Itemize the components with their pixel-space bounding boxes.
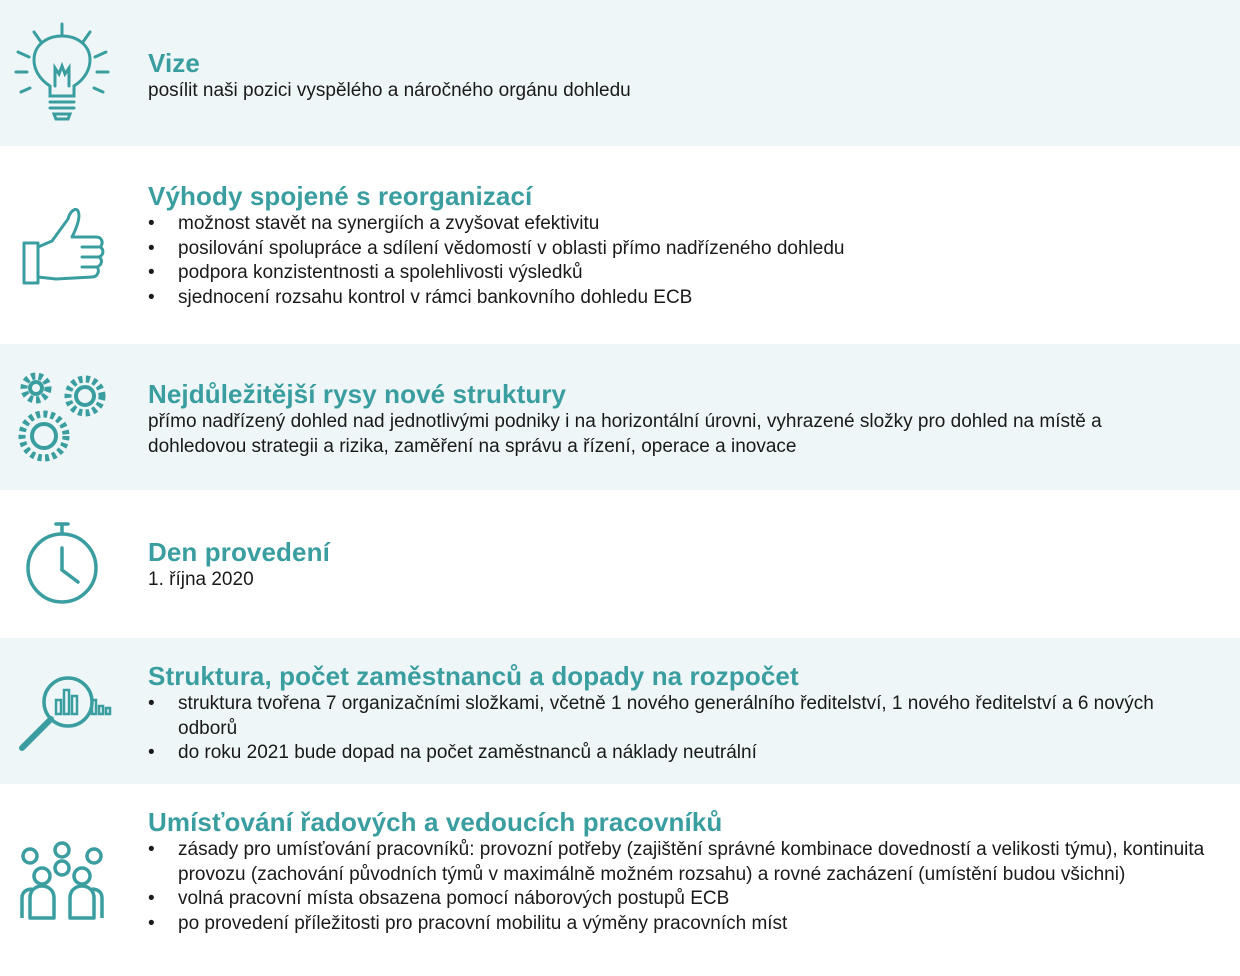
bullet-list (148, 692, 1158, 766)
list-item: • volná pracovní místa obsazena pomocí náborových postupů ECB (148, 887, 1220, 912)
thumbs-up-icon (12, 201, 112, 301)
list-item: • možnost stavět na synergiích a zvyšovat efektivitu (148, 212, 1220, 237)
list-item: • posilování spolupráce a sdílení vědomostí v oblasti přímo nadřízeného dohledu (148, 237, 1220, 262)
section-title: Vize (148, 48, 200, 78)
bullet-list (148, 212, 1220, 310)
section-benefits (0, 146, 1240, 344)
section-structure (0, 638, 1240, 784)
lightbulb-icon (12, 22, 112, 122)
section-vision (0, 0, 1240, 146)
section-effective-date (0, 490, 1240, 638)
section-text: posílit naši pozici vyspělého a náročného orgánu dohledu (148, 80, 631, 101)
stopwatch-icon (12, 518, 112, 618)
section-title: Nejdůležitější rysy nové struktury (148, 379, 567, 409)
people-group-icon (12, 836, 112, 936)
section-text: přímo nadřízený dohled nad jednotlivými podniky i na horizontální úrovni, vyhrazené složky pro dohled na místě a dohledovou strategii a rizika, zaměření na správu a řízení, operace a inovace (148, 411, 1102, 457)
section-title: Struktura, počet zaměstnanců a dopady na rozpočet (148, 661, 799, 691)
section-text: 1. října 2020 (148, 569, 254, 590)
list-item: • zásady pro umísťování pracovníků: provozní potřeby (zajištění správné kombinace dovedností a velikosti týmu), kontinuita provozu (zachování původních týmů v maximálně možném rozsahu) a rovné zacházení (umístění budou všichni) (148, 838, 1220, 887)
list-item: • po provedení příležitosti pro pracovní mobilitu a výměny pracovních míst (148, 912, 1220, 937)
list-item: • struktura tvořena 7 organizačními složkami, včetně 1 nového generálního ředitelství, 1 nového ředitelství a 6 nových odborů (148, 692, 1158, 741)
list-item: • podpora konzistentnosti a spolehlivosti výsledků (148, 261, 1220, 286)
list-item: • sjednocení rozsahu kontrol v rámci bankovního dohledu ECB (148, 286, 1220, 311)
magnifier-chart-icon (12, 664, 112, 764)
section-staff-placement (0, 784, 1240, 976)
section-key-features (0, 344, 1240, 490)
gears-icon (12, 366, 112, 466)
section-title: Výhody spojené s reorganizací (148, 181, 533, 211)
section-title: Umísťování řadových a vedoucích pracovníků (148, 807, 723, 837)
bullet-list (148, 838, 1220, 936)
section-title: Den provedení (148, 537, 330, 567)
list-item: • do roku 2021 bude dopad na počet zaměstnanců a náklady neutrální (148, 741, 1158, 766)
